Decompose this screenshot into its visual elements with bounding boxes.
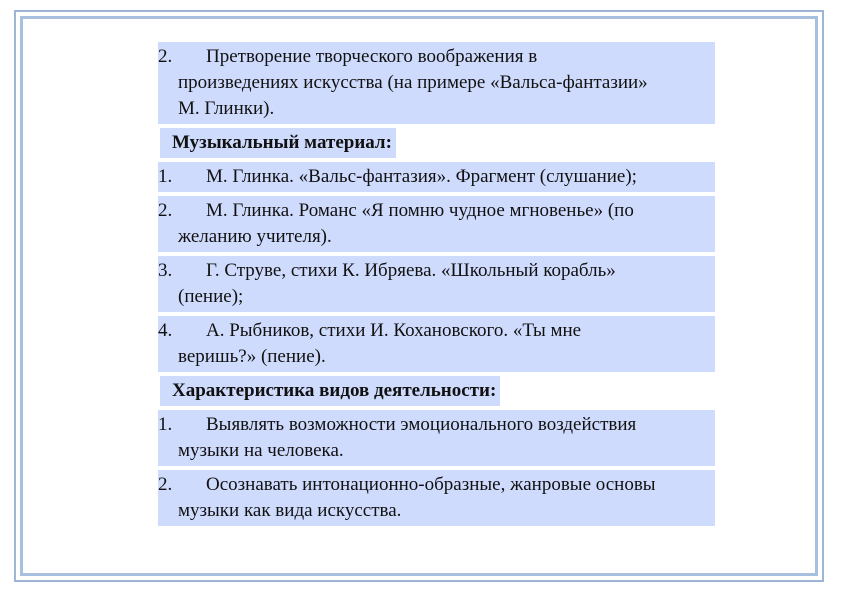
item-number: 1.: [158, 166, 173, 187]
list-item: [158, 316, 715, 372]
item-text-line: музыки как вида искусства.: [178, 500, 402, 521]
list-item: [158, 162, 715, 192]
item-text-line: музыки на человека.: [178, 440, 344, 461]
item-text-line: М. Глинка. «Вальс-фантазия». Фрагмент (слушание);: [206, 166, 637, 187]
section-heading-music-material: Музыкальный материал:: [160, 128, 396, 158]
item-text-line: произведениях искусства (на примере «Вальса-фантазии»: [178, 72, 648, 93]
item-text-line: желанию учителя).: [178, 226, 332, 247]
list-item: [158, 470, 715, 526]
item-text-line: Выявлять возможности эмоционального воздействия: [206, 414, 637, 435]
item-number: 3.: [158, 260, 173, 281]
list-item: [158, 42, 715, 124]
list-item: [158, 256, 715, 312]
item-text-line: А. Рыбников, стихи И. Кохановского. «Ты мне: [206, 320, 582, 341]
section-heading-activities: Характеристика видов деятельности:: [160, 376, 500, 406]
item-text-line: М. Глинка. Романс «Я помню чудное мгновенье» (по: [206, 200, 634, 221]
item-number: 2.: [158, 474, 173, 495]
item-text-line: Претворение творческого воображения в: [206, 46, 538, 67]
item-text-line: (пение);: [178, 286, 244, 307]
slide-content: [158, 42, 715, 526]
list-item: [158, 196, 715, 252]
item-number: 4.: [158, 320, 173, 341]
item-text-line: Осознавать интонационно-образные, жанровые основы: [206, 474, 656, 495]
item-text-line: Г. Струве, стихи К. Ибряева. «Школьный корабль»: [206, 260, 616, 281]
item-text-line: веришь?» (пение).: [178, 346, 326, 367]
item-number: 2.: [158, 46, 173, 67]
item-number: 2.: [158, 200, 173, 221]
list-item: [158, 410, 715, 466]
item-text-line: М. Глинки).: [178, 98, 275, 119]
item-number: 1.: [158, 414, 173, 435]
